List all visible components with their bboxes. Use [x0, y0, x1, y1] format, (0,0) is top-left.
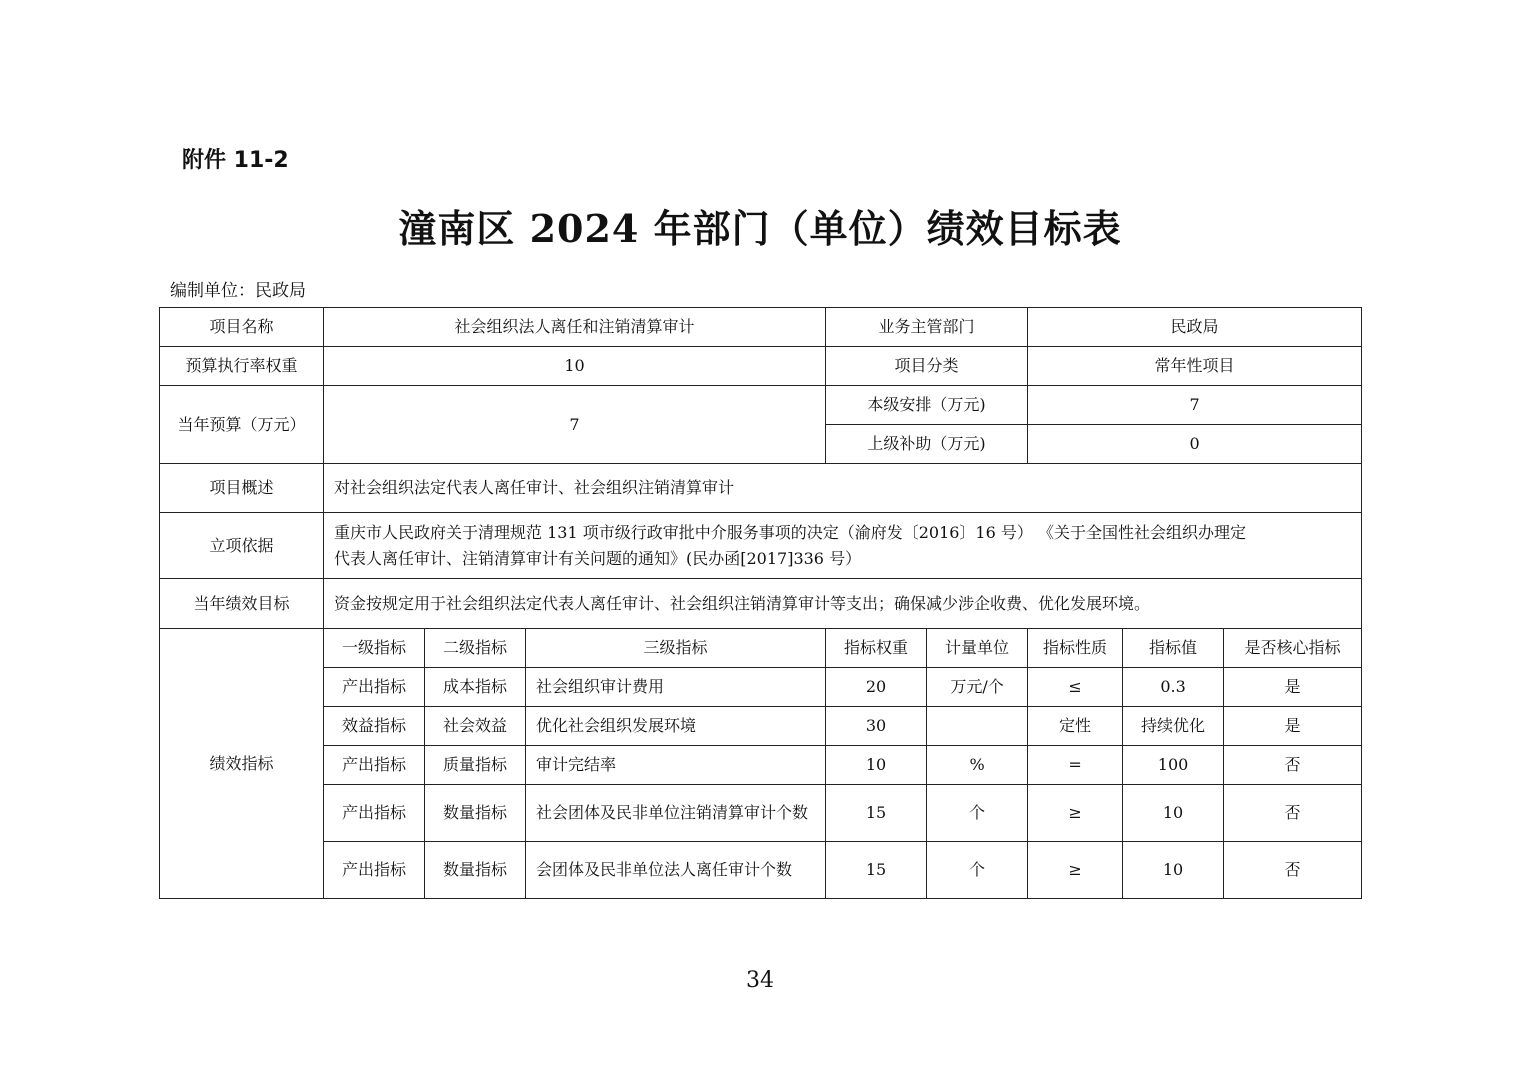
cell-value: 持续优化: [1123, 707, 1224, 746]
indicator-header-row: [160, 629, 1362, 668]
cell-core: 否: [1224, 842, 1362, 899]
cell-level3: 社会团体及民非单位注销清算审计个数: [526, 785, 826, 842]
table-row: [160, 785, 1362, 842]
cell-unit: 个: [927, 785, 1028, 842]
table-row: [160, 513, 1362, 579]
cell-level3: 优化社会组织发展环境: [526, 707, 826, 746]
compiling-unit: 编制单位：民政局: [170, 281, 306, 301]
header-level3: 三级指标: [526, 629, 826, 668]
cell-value: 0.3: [1123, 668, 1224, 707]
cell-level1: 产出指标: [324, 668, 425, 707]
basis-line-1: 重庆市人民政府关于清理规范 131 项市级行政审批中介服务事项的决定（渝府发〔2016〕16 号） 《关于全国性社会组织办理定: [334, 522, 1246, 542]
document-title: 潼南区 2024 年部门（单位）绩效目标表: [398, 206, 1122, 251]
cell-nature: 定性: [1028, 707, 1123, 746]
cell-level1: 产出指标: [324, 746, 425, 785]
cell-level3: 审计完结率: [526, 746, 826, 785]
cell-weight: 30: [826, 707, 927, 746]
cell-value: 10: [1123, 785, 1224, 842]
cell-unit: 万元/个: [927, 668, 1028, 707]
cell-level2: 数量指标: [425, 842, 526, 899]
cell-level3: 会团体及民非单位法人离任审计个数: [526, 842, 826, 899]
dept-label: 业务主管部门: [826, 308, 1028, 347]
project-name-value: 社会组织法人离任和注销清算审计: [324, 308, 826, 347]
project-name-label: 项目名称: [160, 308, 324, 347]
page-number: 34: [746, 968, 774, 993]
cell-core: 否: [1224, 746, 1362, 785]
header-unit: 计量单位: [927, 629, 1028, 668]
table-row: [160, 668, 1362, 707]
cell-value: 100: [1123, 746, 1224, 785]
header-level2: 二级指标: [425, 629, 526, 668]
cell-weight: 15: [826, 842, 927, 899]
budget-label: 当年预算（万元）: [160, 386, 324, 464]
cell-core: 是: [1224, 707, 1362, 746]
upper-value: 0: [1028, 425, 1362, 464]
goal-value: 资金按规定用于社会组织法定代表人离任审计、社会组织注销清算审计等支出；确保减少涉企收费、优化发展环境。: [324, 579, 1362, 629]
indicators-label: 绩效指标: [160, 629, 324, 899]
cell-core: 否: [1224, 785, 1362, 842]
category-label: 项目分类: [826, 347, 1028, 386]
cell-nature: ≥: [1028, 785, 1123, 842]
cell-unit: 个: [927, 842, 1028, 899]
cell-level3: 社会组织审计费用: [526, 668, 826, 707]
header-value: 指标值: [1123, 629, 1224, 668]
overview-value: 对社会组织法定代表人离任审计、社会组织注销清算审计: [324, 464, 1362, 513]
table-row: [160, 707, 1362, 746]
cell-unit: [927, 707, 1028, 746]
overview-label: 项目概述: [160, 464, 324, 513]
table-row: [160, 842, 1362, 899]
cell-level1: 效益指标: [324, 707, 425, 746]
performance-table: [159, 307, 1362, 899]
cell-level2: 质量指标: [425, 746, 526, 785]
header-core: 是否核心指标: [1224, 629, 1362, 668]
cell-nature: ≥: [1028, 842, 1123, 899]
table-row: [160, 347, 1362, 386]
cell-weight: 15: [826, 785, 927, 842]
cell-nature: ≤: [1028, 668, 1123, 707]
header-level1: 一级指标: [324, 629, 425, 668]
cell-level2: 成本指标: [425, 668, 526, 707]
basis-label: 立项依据: [160, 513, 324, 579]
category-value: 常年性项目: [1028, 347, 1362, 386]
local-value: 7: [1028, 386, 1362, 425]
table-row: [160, 308, 1362, 347]
table-row: [160, 746, 1362, 785]
basis-value: [324, 513, 1362, 579]
cell-level2: 数量指标: [425, 785, 526, 842]
weight-value: 10: [324, 347, 826, 386]
cell-core: 是: [1224, 668, 1362, 707]
local-label: 本级安排（万元): [826, 386, 1028, 425]
table-row: [160, 464, 1362, 513]
upper-label: 上级补助（万元): [826, 425, 1028, 464]
basis-line-2: 代表人离任审计、注销清算审计有关问题的通知》(民办函[2017]336 号）: [334, 548, 862, 568]
dept-value: 民政局: [1028, 308, 1362, 347]
cell-level1: 产出指标: [324, 785, 425, 842]
cell-level1: 产出指标: [324, 842, 425, 899]
goal-label: 当年绩效目标: [160, 579, 324, 629]
cell-weight: 20: [826, 668, 927, 707]
cell-weight: 10: [826, 746, 927, 785]
header-nature: 指标性质: [1028, 629, 1123, 668]
table-row: [160, 579, 1362, 629]
budget-value: 7: [324, 386, 826, 464]
weight-label: 预算执行率权重: [160, 347, 324, 386]
cell-nature: =: [1028, 746, 1123, 785]
attachment-label: 附件 11-2: [182, 148, 289, 173]
cell-level2: 社会效益: [425, 707, 526, 746]
cell-value: 10: [1123, 842, 1224, 899]
header-weight: 指标权重: [826, 629, 927, 668]
table-row: [160, 386, 1362, 425]
cell-unit: %: [927, 746, 1028, 785]
